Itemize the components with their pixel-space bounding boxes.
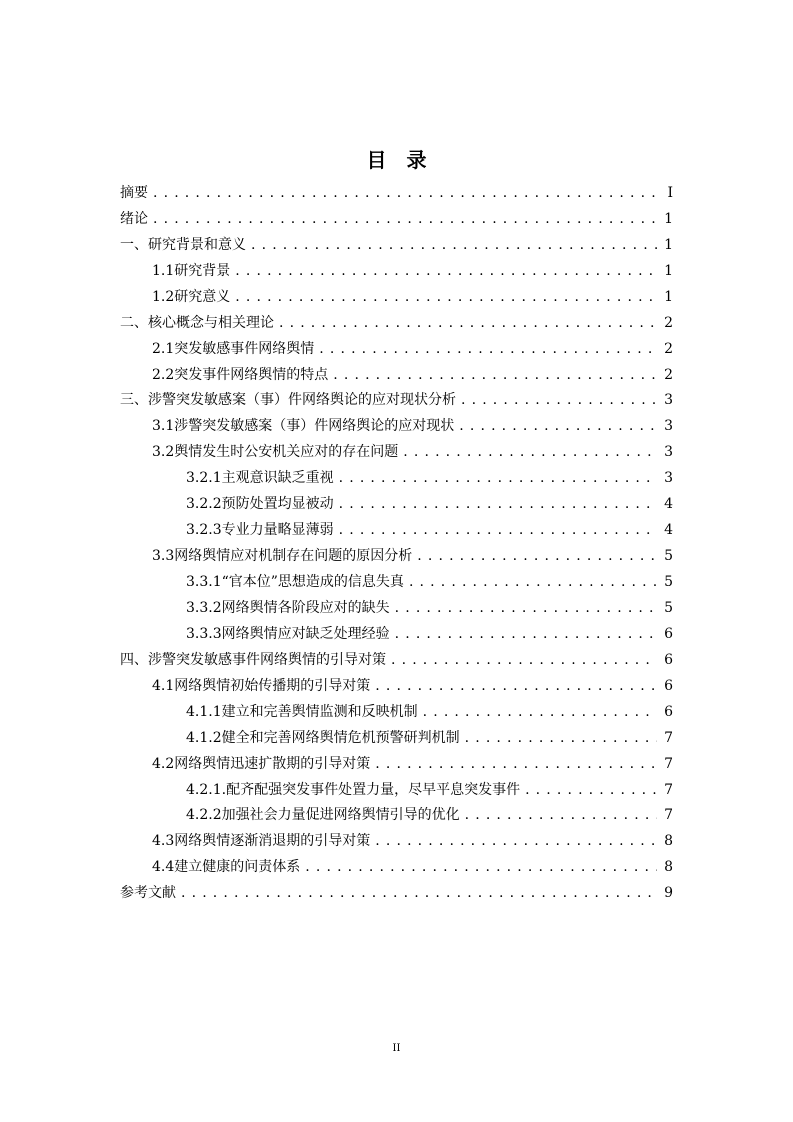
toc-entry-page: I bbox=[667, 184, 673, 201]
dot-leader bbox=[375, 831, 657, 851]
toc-entry-page: 7 bbox=[664, 807, 673, 824]
dot-leader bbox=[153, 209, 657, 229]
toc-entry-title: 4.1网络舆情初始传播期的引导对策 bbox=[152, 677, 371, 694]
toc-entry-title: 摘要 bbox=[120, 184, 148, 201]
toc-entry-page: 4 bbox=[664, 522, 673, 539]
toc-entry[interactable] bbox=[120, 439, 673, 465]
toc-entry-page: 7 bbox=[664, 755, 673, 772]
dot-leader bbox=[339, 468, 657, 488]
toc-entry-title: 2.1突发敏感事件网络舆情 bbox=[152, 340, 315, 357]
table-of-contents bbox=[120, 180, 673, 906]
toc-entry[interactable] bbox=[120, 310, 673, 336]
toc-entry[interactable] bbox=[120, 854, 673, 880]
dot-leader bbox=[153, 183, 657, 203]
toc-entry-title: 3.2.2预防处置均显被动 bbox=[186, 496, 334, 513]
toc-entry-page: 4 bbox=[664, 496, 673, 513]
toc-entry-title: 绪论 bbox=[120, 210, 148, 227]
toc-entry-page: 6 bbox=[664, 625, 673, 642]
toc-entry[interactable] bbox=[120, 491, 673, 517]
toc-entry[interactable] bbox=[120, 569, 673, 595]
toc-entry[interactable] bbox=[120, 413, 673, 439]
toc-entry-page: 1 bbox=[664, 288, 673, 305]
toc-entry[interactable] bbox=[120, 621, 673, 647]
toc-entry-page: 6 bbox=[664, 677, 673, 694]
toc-entry-page: 5 bbox=[664, 574, 673, 591]
toc-entry[interactable] bbox=[120, 206, 673, 232]
toc-entry[interactable] bbox=[120, 880, 673, 906]
dot-leader bbox=[279, 313, 657, 333]
toc-entry[interactable] bbox=[120, 336, 673, 362]
toc-entry[interactable] bbox=[120, 258, 673, 284]
dot-leader bbox=[339, 520, 657, 540]
dot-leader bbox=[525, 780, 657, 800]
toc-entry-page: 2 bbox=[664, 314, 673, 331]
toc-entry-title: 3.3.3网络舆情应对缺乏处理经验 bbox=[186, 625, 390, 642]
toc-entry-page: 8 bbox=[664, 859, 673, 876]
toc-entry[interactable] bbox=[120, 828, 673, 854]
toc-entry[interactable] bbox=[120, 803, 673, 829]
toc-entry-title: 4.2.2加强社会力量促进网络舆情引导的优化 bbox=[186, 807, 460, 824]
toc-entry-page: 3 bbox=[664, 470, 673, 487]
toc-entry[interactable] bbox=[120, 751, 673, 777]
toc-entry-title: 1.2研究意义 bbox=[152, 288, 231, 305]
toc-entry-title: 4.2网络舆情迅速扩散期的引导对策 bbox=[152, 755, 371, 772]
dot-leader bbox=[465, 805, 657, 825]
dot-leader bbox=[333, 365, 657, 385]
toc-entry-title: 3.3.2网络舆情各阶段应对的缺失 bbox=[186, 599, 390, 616]
dot-leader bbox=[461, 390, 657, 410]
dot-leader bbox=[319, 339, 657, 359]
toc-entry-page: 9 bbox=[664, 885, 673, 902]
toc-entry-page: 3 bbox=[664, 418, 673, 435]
toc-entry-title: 4.1.1建立和完善舆情监测和反映机制 bbox=[186, 703, 418, 720]
toc-entry-title: 4.1.2健全和完善网络舆情危机预警研判机制 bbox=[186, 729, 460, 746]
dot-leader bbox=[395, 624, 657, 644]
page-title: 目 录 bbox=[366, 148, 427, 172]
toc-entry-title: 3.3.1“官本位”思想造成的信息失真 bbox=[186, 574, 404, 591]
toc-entry-title: 3.1涉警突发敏感案（事）件网络舆论的应对现状 bbox=[152, 418, 455, 435]
dot-leader bbox=[423, 702, 657, 722]
toc-entry-page: 2 bbox=[664, 340, 673, 357]
toc-entry[interactable] bbox=[120, 180, 673, 206]
toc-entry[interactable] bbox=[120, 725, 673, 751]
toc-entry[interactable] bbox=[120, 699, 673, 725]
toc-entry-page: 5 bbox=[664, 548, 673, 565]
toc-entry-title: 3.2.3专业力量略显薄弱 bbox=[186, 522, 334, 539]
dot-leader bbox=[375, 754, 657, 774]
toc-entry[interactable] bbox=[120, 777, 673, 803]
toc-entry-title: 4.3网络舆情逐渐消退期的引导对策 bbox=[152, 833, 371, 850]
toc-entry-page: 1 bbox=[664, 262, 673, 279]
toc-entry-page: 6 bbox=[664, 703, 673, 720]
toc-entry[interactable] bbox=[120, 673, 673, 699]
page-number: II bbox=[392, 1043, 401, 1054]
toc-entry[interactable] bbox=[120, 595, 673, 621]
dot-leader bbox=[409, 572, 657, 592]
dot-leader bbox=[339, 494, 657, 514]
toc-entry-title: 2.2突发事件网络舆情的特点 bbox=[152, 366, 329, 383]
toc-entry[interactable] bbox=[120, 647, 673, 673]
toc-entry-page: 6 bbox=[664, 651, 673, 668]
toc-entry-page: 3 bbox=[664, 392, 673, 409]
dot-leader bbox=[403, 442, 657, 462]
toc-entry-page: 7 bbox=[664, 781, 673, 798]
toc-entry-title: 一、研究背景和意义 bbox=[120, 236, 246, 253]
dot-leader bbox=[417, 546, 657, 566]
dot-leader bbox=[305, 857, 657, 877]
dot-leader bbox=[235, 261, 657, 281]
dot-leader bbox=[459, 416, 657, 436]
dot-leader bbox=[395, 598, 657, 618]
toc-entry-page: 8 bbox=[664, 833, 673, 850]
toc-entry[interactable] bbox=[120, 388, 673, 414]
toc-entry-title: 二、核心概念与相关理论 bbox=[120, 314, 274, 331]
toc-entry-page: 1 bbox=[664, 236, 673, 253]
toc-entry[interactable] bbox=[120, 232, 673, 258]
toc-entry-title: 1.1研究背景 bbox=[152, 262, 231, 279]
toc-entry-page: 1 bbox=[664, 210, 673, 227]
toc-entry[interactable] bbox=[120, 465, 673, 491]
dot-leader bbox=[251, 235, 657, 255]
dot-leader bbox=[465, 728, 657, 748]
toc-entry-title: 4.2.1.配齐配强突发事件处置力量，尽早平息突发事件 bbox=[186, 781, 521, 798]
toc-entry-title: 3.2.1主观意识缺乏重视 bbox=[186, 470, 334, 487]
toc-entry-title: 四、涉警突发敏感事件网络舆情的引导对策 bbox=[120, 651, 386, 668]
toc-entry[interactable] bbox=[120, 517, 673, 543]
toc-entry-title: 4.4建立健康的问责体系 bbox=[152, 859, 301, 876]
dot-leader bbox=[375, 676, 657, 696]
toc-entry-title: 3.3网络舆情应对机制存在问题的原因分析 bbox=[152, 548, 413, 565]
toc-entry-title: 三、涉警突发敏感案（事）件网络舆论的应对现状分析 bbox=[120, 392, 456, 409]
toc-entry-page: 3 bbox=[664, 444, 673, 461]
toc-entry[interactable] bbox=[120, 543, 673, 569]
toc-entry-title: 参考文献 bbox=[120, 885, 176, 902]
dot-leader bbox=[181, 883, 657, 903]
toc-entry[interactable] bbox=[120, 362, 673, 388]
toc-entry-page: 2 bbox=[664, 366, 673, 383]
toc-entry-page: 7 bbox=[664, 729, 673, 746]
dot-leader bbox=[391, 650, 657, 670]
toc-entry-page: 5 bbox=[664, 599, 673, 616]
dot-leader bbox=[235, 287, 657, 307]
toc-entry-title: 3.2舆情发生时公安机关应对的存在问题 bbox=[152, 444, 399, 461]
toc-entry[interactable] bbox=[120, 284, 673, 310]
